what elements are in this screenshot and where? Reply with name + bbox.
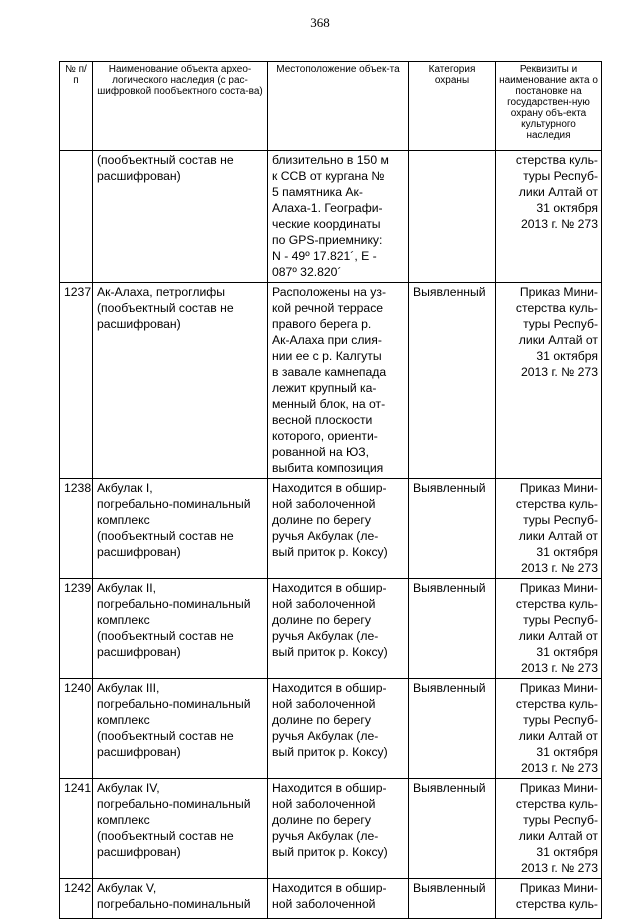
cell-text-line: долине по берегу: [272, 713, 371, 727]
cell-text-line: комплекс: [97, 813, 150, 827]
cell-text-line: долине по берегу: [272, 813, 371, 827]
cell-text-line: Акбулак IV,: [97, 781, 160, 795]
header-object-name: Наименование объекта архео-логического наследия (с рас-шифровкой пообъектного соста-ва): [93, 62, 268, 151]
cell-text-line: Акбулак I,: [97, 481, 153, 495]
cell-text-line: (пообъектный состав не: [97, 529, 234, 543]
table-row: [60, 151, 602, 283]
cell-text-line: Расположены на уз-: [272, 285, 387, 299]
cell-text-line: долине по берегу: [272, 513, 371, 527]
cell-text-line: погребально-поминальный: [97, 497, 251, 511]
cell-text-line: ручья Акбулак (ле-: [272, 829, 379, 843]
cell-act-requisites: [496, 283, 602, 479]
cell-text-line: Акбулак III,: [97, 681, 160, 695]
cell-location: [268, 151, 409, 283]
cell-text-line: 31 октября: [536, 349, 598, 363]
heritage-registry-table: [59, 61, 602, 919]
cell-protection-category: Выявленный: [409, 879, 496, 919]
cell-text-line: которого, ориенти-: [272, 429, 378, 443]
cell-text-line: (пообъектный состав не: [97, 729, 234, 743]
cell-text-line: Находится в обшир-: [272, 881, 387, 895]
cell-text-line: по GPS-приемнику:: [272, 233, 383, 247]
cell-number: [60, 151, 93, 283]
cell-object-name: [93, 779, 268, 879]
cell-text-line: расшифрован): [97, 745, 181, 759]
cell-text-line: к ССВ от кургана №: [272, 169, 385, 183]
cell-text-line: Приказ Мини-: [519, 581, 598, 595]
cell-text-line: комплекс: [97, 713, 150, 727]
cell-number: 1239: [60, 579, 93, 679]
cell-protection-category: Выявленный: [409, 283, 496, 479]
cell-text-line: Находится в обшир-: [272, 581, 387, 595]
cell-text-line: ручья Акбулак (ле-: [272, 529, 379, 543]
cell-text-line: ной заболоченной: [272, 497, 376, 511]
cell-protection-category: Выявленный: [409, 779, 496, 879]
cell-object-name: [93, 151, 268, 283]
cell-object-name: [93, 879, 268, 919]
cell-text-line: ческие координаты: [272, 217, 381, 231]
table-body: [60, 151, 602, 919]
cell-text-line: нии ее с р. Калгуты: [272, 349, 382, 363]
cell-text-line: ручья Акбулак (ле-: [272, 629, 379, 643]
cell-act-requisites: [496, 579, 602, 679]
cell-object-name: [93, 479, 268, 579]
page-number: 368: [310, 15, 330, 30]
cell-text-line: (пообъектный состав не: [97, 629, 234, 643]
cell-location: [268, 283, 409, 479]
cell-text-line: менный блок, на от-: [272, 397, 386, 411]
cell-text-line: лики Алтай от: [518, 185, 598, 199]
cell-number: 1241: [60, 779, 93, 879]
cell-text-line: туры Респуб-: [523, 813, 598, 827]
cell-text-line: лики Алтай от: [518, 629, 598, 643]
cell-text-line: рованной на ЮЗ,: [272, 445, 370, 459]
cell-text-line: стерства куль-: [515, 897, 598, 911]
cell-text-line: расшифрован): [97, 317, 181, 331]
cell-text-line: Алаха-1. Географи-: [272, 201, 383, 215]
cell-text-line: правого берега р.: [272, 317, 372, 331]
cell-text-line: Ак-Алаха при слия-: [272, 333, 382, 347]
cell-number: 1242: [60, 879, 93, 919]
cell-text-line: Ак-Алаха, петроглифы: [97, 285, 226, 299]
cell-text-line: Акбулак V,: [97, 881, 157, 895]
cell-object-name: [93, 283, 268, 479]
cell-location: [268, 479, 409, 579]
cell-text-line: туры Респуб-: [523, 613, 598, 627]
cell-text-line: стерства куль-: [515, 301, 598, 315]
cell-text-line: 31 октября: [536, 545, 598, 559]
cell-object-name: [93, 579, 268, 679]
cell-text-line: вый приток р. Коксу): [272, 845, 388, 859]
cell-text-line: погребально-поминальный: [97, 897, 251, 911]
cell-text-line: 2013 г. № 273: [520, 365, 598, 379]
cell-text-line: расшифрован): [97, 169, 181, 183]
cell-text-line: 31 октября: [536, 201, 598, 215]
cell-text-line: расшифрован): [97, 545, 181, 559]
cell-act-requisites: [496, 779, 602, 879]
cell-text-line: Приказ Мини-: [519, 285, 598, 299]
cell-act-requisites: [496, 879, 602, 919]
cell-number: 1238: [60, 479, 93, 579]
table-row: [60, 579, 602, 679]
cell-text-line: кой речной террасе: [272, 301, 384, 315]
cell-text-line: 2013 г. № 273: [520, 561, 598, 575]
table-row: [60, 283, 602, 479]
cell-location: [268, 879, 409, 919]
cell-text-line: стерства куль-: [515, 797, 598, 811]
cell-text-line: комплекс: [97, 513, 150, 527]
cell-text-line: ручья Акбулак (ле-: [272, 729, 379, 743]
table-header: [60, 62, 602, 151]
cell-location: [268, 579, 409, 679]
cell-text-line: Находится в обшир-: [272, 781, 387, 795]
cell-text-line: близительно в 150 м: [272, 153, 389, 167]
cell-text-line: стерства куль-: [515, 597, 598, 611]
cell-protection-category: Выявленный: [409, 579, 496, 679]
cell-text-line: расшифрован): [97, 645, 181, 659]
cell-text-line: 31 октября: [536, 845, 598, 859]
cell-object-name: [93, 679, 268, 779]
cell-text-line: в завале камнепада: [272, 365, 387, 379]
cell-location: [268, 679, 409, 779]
cell-text-line: туры Респуб-: [523, 317, 598, 331]
cell-text-line: 2013 г. № 273: [520, 217, 598, 231]
cell-text-line: Приказ Мини-: [519, 881, 598, 895]
cell-text-line: 087º 32.820´: [272, 265, 342, 279]
cell-text-line: туры Респуб-: [523, 713, 598, 727]
cell-text-line: туры Респуб-: [523, 513, 598, 527]
cell-protection-category: Выявленный: [409, 479, 496, 579]
cell-text-line: Акбулак II,: [97, 581, 157, 595]
cell-text-line: лики Алтай от: [518, 829, 598, 843]
cell-text-line: 5 памятника Ак-: [272, 185, 363, 199]
cell-text-line: 31 октября: [536, 745, 598, 759]
cell-protection-category: [409, 151, 496, 283]
cell-number: 1237: [60, 283, 93, 479]
table-row: [60, 679, 602, 779]
cell-text-line: погребально-поминальный: [97, 797, 251, 811]
cell-text-line: лики Алтай от: [518, 529, 598, 543]
table-row: [60, 879, 602, 919]
header-number: № п/п: [60, 62, 93, 151]
cell-text-line: ной заболоченной: [272, 597, 376, 611]
cell-text-line: расшифрован): [97, 845, 181, 859]
cell-text-line: комплекс: [97, 613, 150, 627]
cell-text-line: вый приток р. Коксу): [272, 745, 388, 759]
cell-text-line: (пообъектный состав не: [97, 829, 234, 843]
header-protection-category: Категория охраны: [409, 62, 496, 151]
cell-text-line: (пообъектный состав не: [97, 301, 234, 315]
cell-text-line: погребально-поминальный: [97, 697, 251, 711]
cell-text-line: 2013 г. № 273: [520, 661, 598, 675]
header-location: Местоположение объек-та: [268, 62, 409, 151]
cell-text-line: Приказ Мини-: [519, 781, 598, 795]
cell-text-line: Приказ Мини-: [519, 481, 598, 495]
cell-number: 1240: [60, 679, 93, 779]
cell-protection-category: Выявленный: [409, 679, 496, 779]
cell-text-line: Находится в обшир-: [272, 481, 387, 495]
cell-text-line: весной плоскости: [272, 413, 373, 427]
cell-text-line: ной заболоченной: [272, 797, 376, 811]
cell-text-line: (пообъектный состав не: [97, 153, 234, 167]
cell-text-line: ной заболоченной: [272, 697, 376, 711]
cell-text-line: погребально-поминальный: [97, 597, 251, 611]
table-row: [60, 479, 602, 579]
cell-text-line: лики Алтай от: [518, 333, 598, 347]
cell-text-line: долине по берегу: [272, 613, 371, 627]
table-row: [60, 779, 602, 879]
cell-text-line: ной заболоченной: [272, 897, 376, 911]
header-act-requisites: Реквизиты и наименование акта о постановке на государствен-ную охрану объ-екта культурного наследия: [496, 62, 602, 151]
cell-text-line: лики Алтай от: [518, 729, 598, 743]
cell-text-line: стерства куль-: [515, 153, 598, 167]
cell-act-requisites: [496, 679, 602, 779]
cell-text-line: вый приток р. Коксу): [272, 645, 388, 659]
cell-text-line: вый приток р. Коксу): [272, 545, 388, 559]
cell-text-line: лежит крупный ка-: [272, 381, 377, 395]
cell-act-requisites: [496, 479, 602, 579]
cell-text-line: N - 49º 17.821´, E -: [272, 249, 377, 263]
cell-text-line: туры Респуб-: [523, 169, 598, 183]
header-row: [60, 62, 602, 151]
cell-act-requisites: [496, 151, 602, 283]
cell-location: [268, 779, 409, 879]
cell-text-line: Находится в обшир-: [272, 681, 387, 695]
cell-text-line: стерства куль-: [515, 697, 598, 711]
cell-text-line: Приказ Мини-: [519, 681, 598, 695]
cell-text-line: выбита композиция: [272, 461, 384, 475]
cell-text-line: 2013 г. № 273: [520, 861, 598, 875]
cell-text-line: 31 октября: [536, 645, 598, 659]
cell-text-line: 2013 г. № 273: [520, 761, 598, 775]
cell-text-line: стерства куль-: [515, 497, 598, 511]
